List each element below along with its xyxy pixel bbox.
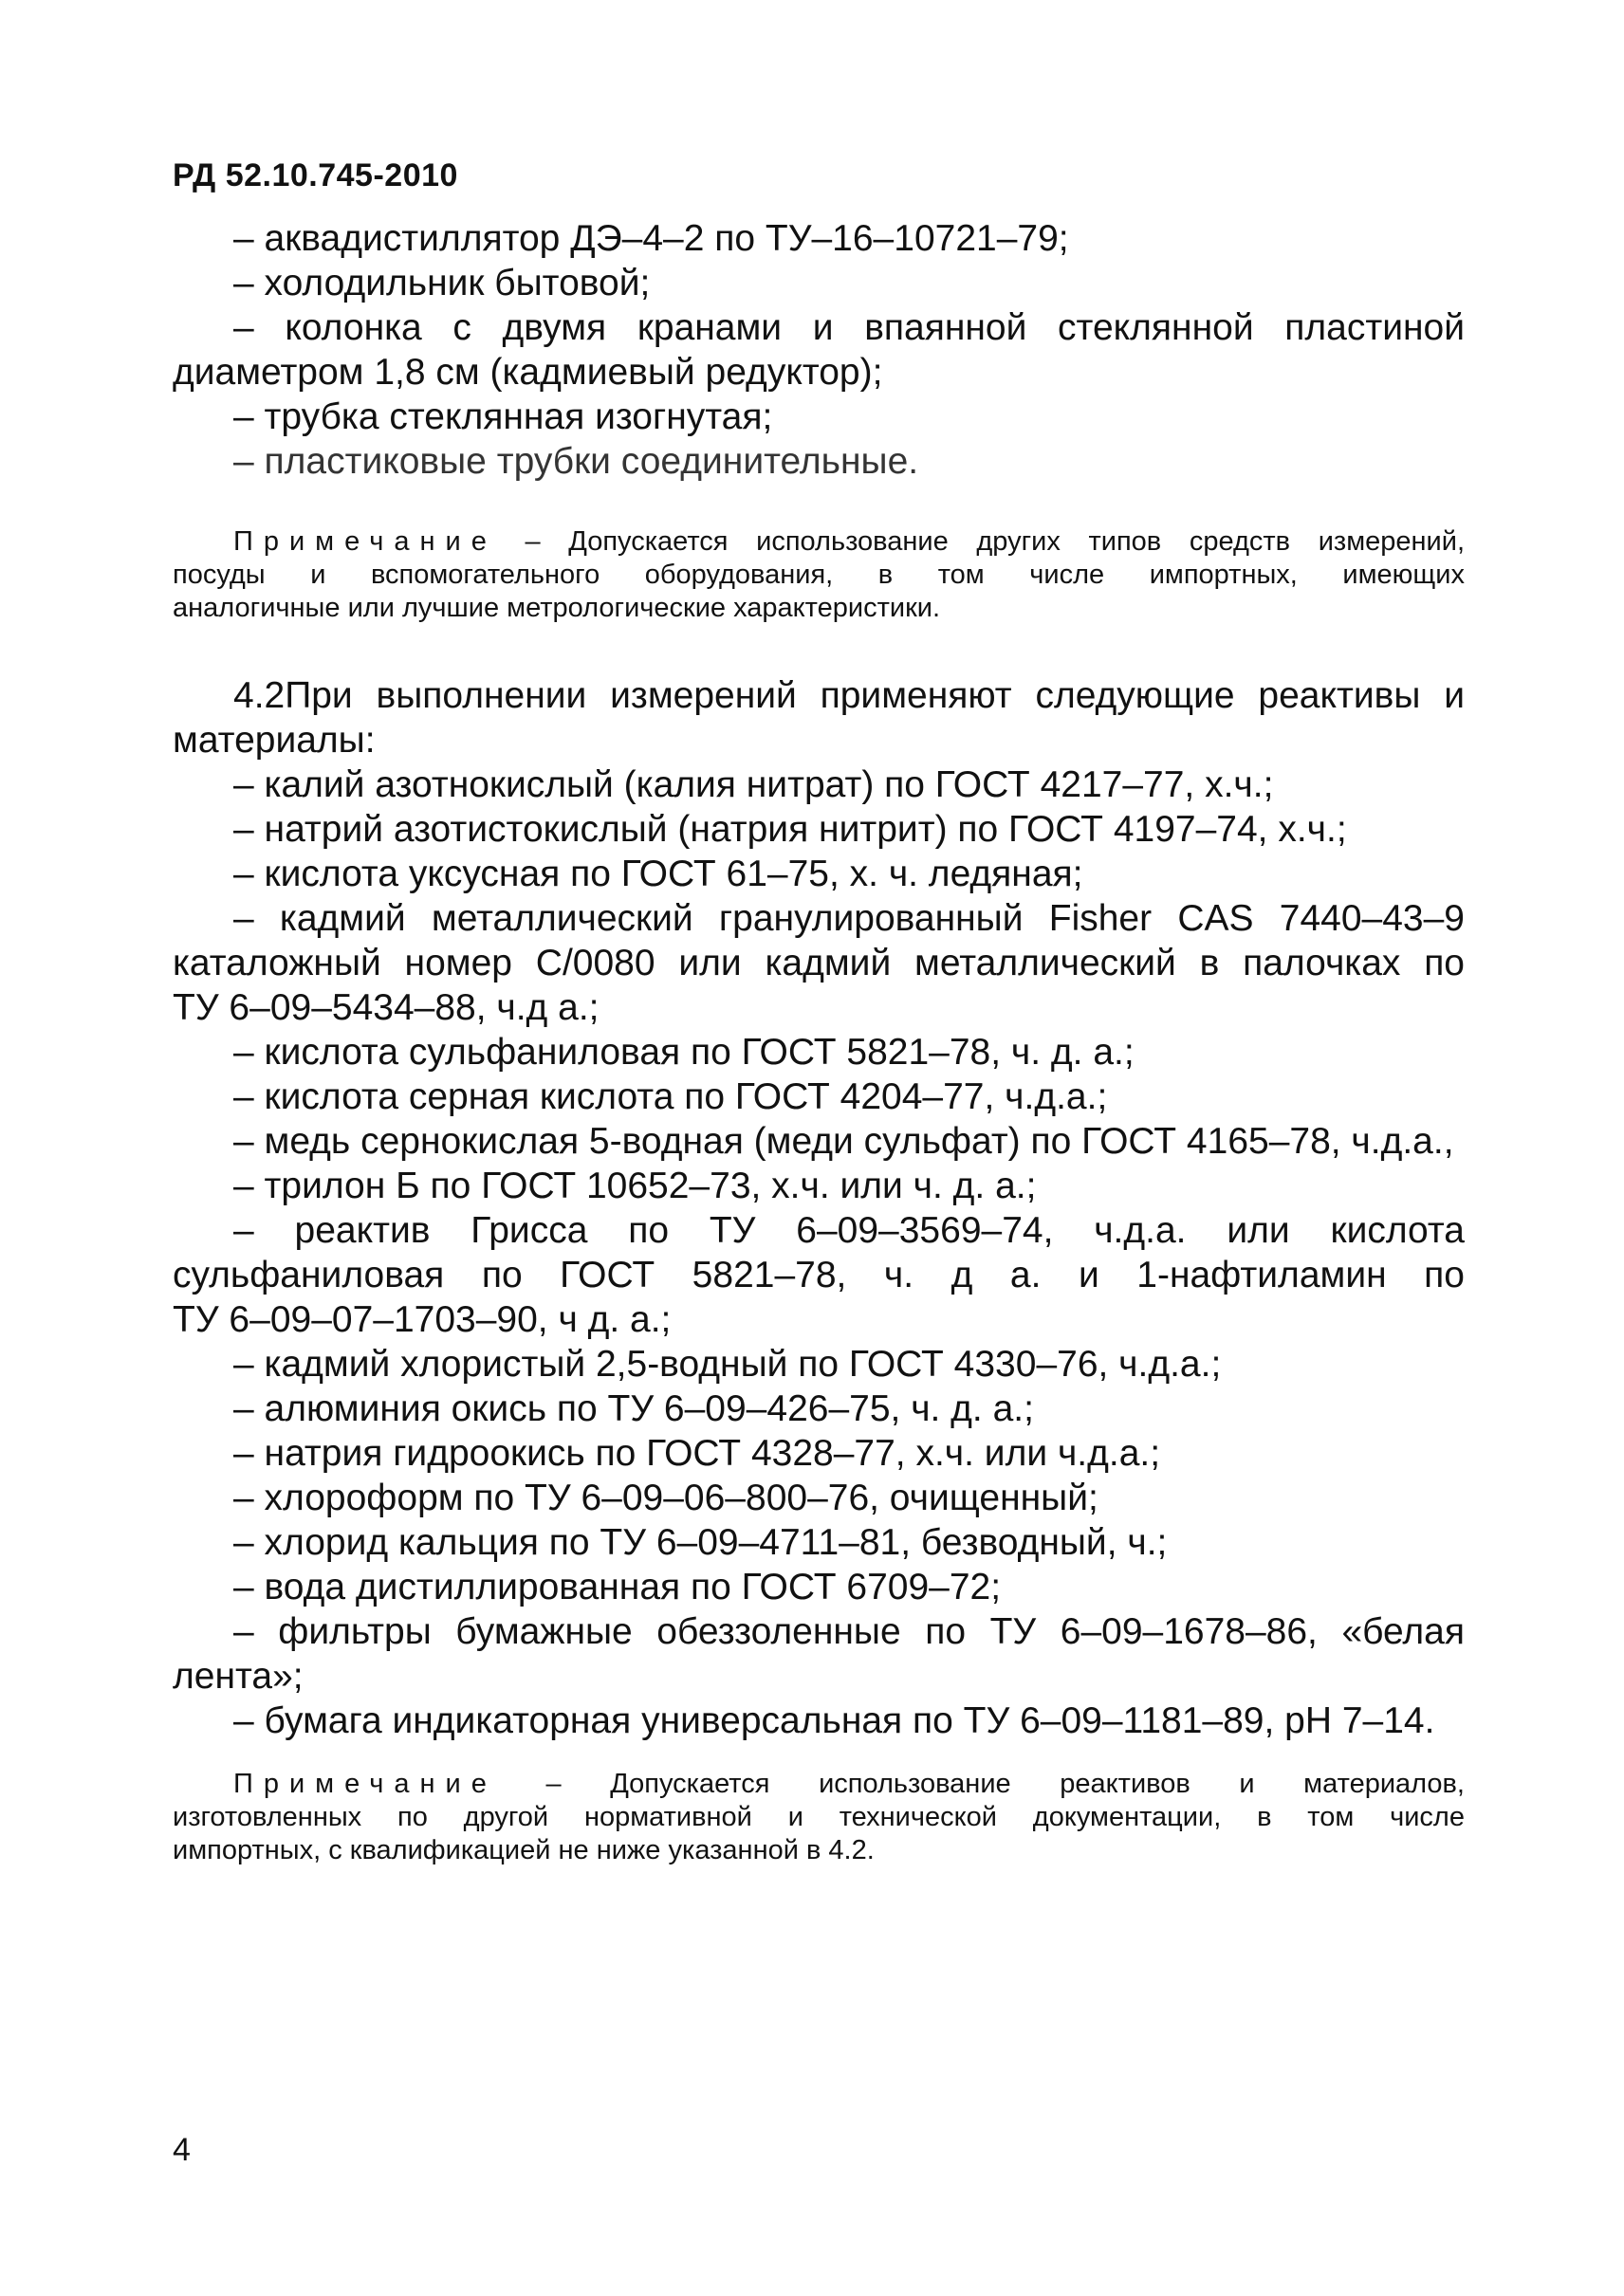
list-item: – вода дистиллированная по ГОСТ 6709–72; xyxy=(233,1567,1002,1607)
list-item: – хлороформ по ТУ 6–09–06–800–76, очищенный; xyxy=(233,1478,1098,1518)
list-item: – холодильник бытовой; xyxy=(233,263,651,303)
list-item-continuation: ТУ 6–09–07–1703–90, ч д. а.; xyxy=(173,1299,672,1340)
note-label: Примечание xyxy=(233,526,497,557)
note-reagents xyxy=(173,1768,1465,1867)
note-line: изготовленных по другой нормативной и технической документации, в том числе xyxy=(173,1802,1465,1832)
note-line: аналогичные или лучшие метрологические характеристики. xyxy=(173,593,941,623)
equipment-list xyxy=(173,216,1465,484)
note-equipment xyxy=(173,525,1465,625)
list-item: – натрия гидроокись по ГОСТ 4328–77, х.ч. или ч.д.а.; xyxy=(233,1433,1161,1474)
note-text: – Допускается использование реактивов и материалов, xyxy=(496,1769,1465,1799)
list-item-continuation: диаметром 1,8 см (кадмиевый редуктор); xyxy=(173,352,883,393)
list-item: – хлорид кальция по ТУ 6–09–4711–81, безводный, ч.; xyxy=(233,1522,1168,1563)
note-line xyxy=(173,1768,1465,1801)
page-number: 4 xyxy=(173,2132,191,2168)
list-item-continuation: каталожный номер С/0080 или кадмий металлический в палочках по xyxy=(173,943,1465,983)
list-item: – медь сернокислая 5-водная (меди сульфат) по ГОСТ 4165–78, ч.д.а., xyxy=(233,1121,1454,1162)
section-4-2 xyxy=(173,673,1465,1743)
note-line: импортных, с квалификацией не ниже указанной в 4.2. xyxy=(173,1835,875,1865)
list-item: – натрий азотистокислый (натрия нитрит) по ГОСТ 4197–74, х.ч.; xyxy=(233,809,1347,850)
list-item: – реактив Грисса по ТУ 6–09–3569–74, ч.д.а. или кислота xyxy=(233,1210,1465,1251)
list-item: – трубка стеклянная изогнутая; xyxy=(233,396,773,437)
document-code-header: РД 52.10.745-2010 xyxy=(173,157,458,193)
list-item: – бумага индикаторная универсальная по ТУ 6–09–1181–89, рН 7–14. xyxy=(233,1700,1435,1741)
list-item: – трилон Б по ГОСТ 10652–73, х.ч. или ч. д. а.; xyxy=(233,1166,1037,1206)
note-label: Примечание xyxy=(233,1769,497,1799)
list-item: – кадмий хлористый 2,5-водный по ГОСТ 4330–76, ч.д.а.; xyxy=(233,1344,1222,1385)
list-item: – кадмий металлический гранулированный Fisher CAS 7440–43–9 xyxy=(233,898,1465,939)
list-item-continuation: ТУ 6–09–5434–88, ч.д а.; xyxy=(173,987,600,1028)
section-heading-line: материалы: xyxy=(173,720,376,761)
list-item-continuation: сульфаниловая по ГОСТ 5821–78, ч. д а. и 1-нафтиламин по xyxy=(173,1255,1465,1295)
list-item: – пластиковые трубки соединительные. xyxy=(233,441,919,482)
list-item: – кислота уксусная по ГОСТ 61–75, х. ч. ледяная; xyxy=(233,854,1083,894)
list-item: – алюминия окись по ТУ 6–09–426–75, ч. д. а.; xyxy=(233,1388,1034,1429)
list-item-continuation: лента»; xyxy=(173,1656,304,1697)
list-item: – кислота сульфаниловая по ГОСТ 5821–78, ч. д. а.; xyxy=(233,1032,1135,1073)
list-item: – кислота серная кислота по ГОСТ 4204–77, ч.д.а.; xyxy=(233,1076,1108,1117)
list-item: – фильтры бумажные обеззоленные по ТУ 6–09–1678–86, «белая xyxy=(233,1611,1465,1652)
list-item: – колонка с двумя кранами и впаянной стеклянной пластиной xyxy=(233,307,1465,348)
section-heading-line: 4.2При выполнении измерений применяют следующие реактивы и xyxy=(233,675,1465,716)
note-line: посуды и вспомогательного оборудования, в том числе импортных, имеющих xyxy=(173,560,1465,590)
list-item: – калий азотнокислый (калия нитрат) по ГОСТ 4217–77, х.ч.; xyxy=(233,764,1274,805)
list-item: – аквадистиллятор ДЭ–4–2 по ТУ–16–10721–79; xyxy=(233,218,1069,259)
note-text: – Допускается использование других типов средств измерений, xyxy=(496,526,1465,557)
note-line xyxy=(173,525,1465,559)
